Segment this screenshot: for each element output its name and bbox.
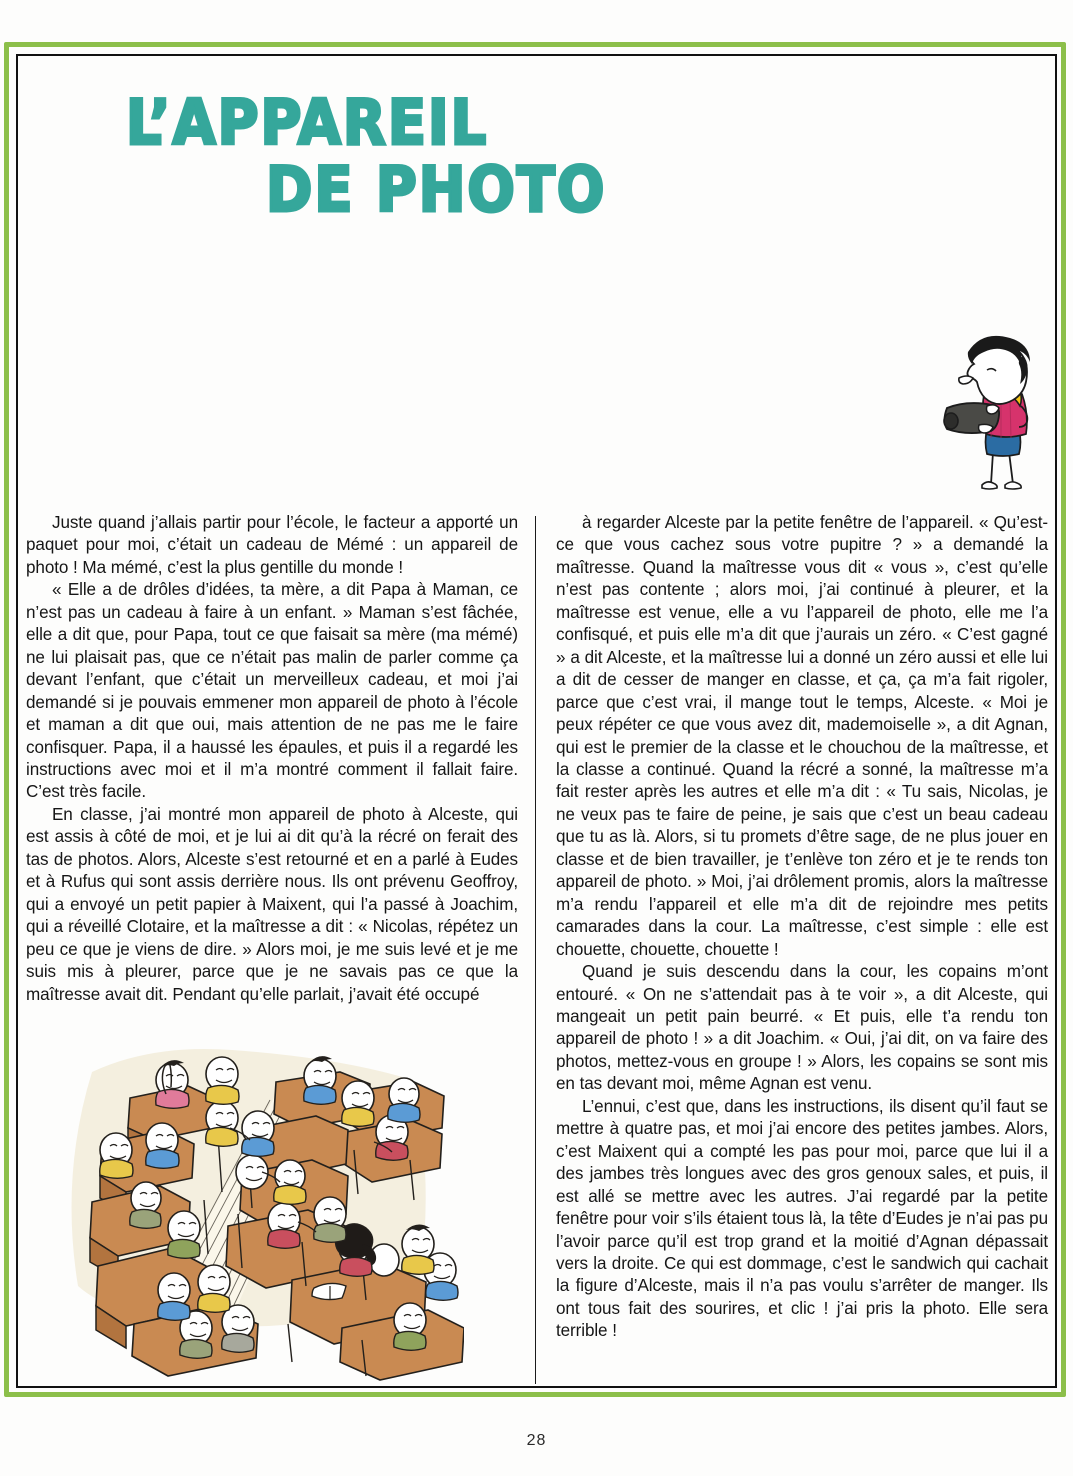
story-title-line-1: L’APPAREIL [126,86,489,159]
story-title [16,86,1057,226]
text-column-left [26,512,518,1032]
text-column-right [556,512,1048,1343]
classroom-illustration [62,1032,464,1384]
paragraph: « Elle a de drôles d’idées, ta mère, a dit Papa à Maman, ce n’est pas un cadeau à faire à un enfant. » Maman s’est fâchée, elle a dit que, pour Papa, tout ce que faisait sa mère (ma mémé) ne lui plaisait pas, que ce n’était pas malin de parler comme ça devant l’enfant, que c’était un merveilleux cadeau, et moi j’ai demandé si je pouvais emmener mon appareil de photo à l’école et maman a dit que oui, mais attention de ne pas me le faire confisquer. Papa, il a haussé les épaules, et puis il a regardé les instructions avec moi et il m’a montré comment il fallait faire. C’est très facile. [26,580,518,802]
paragraph: Quand je suis descendu dans la cour, les copains m’ont entouré. « On ne s’attendait pas à te voir », a dit Alceste, qui mangeait un petit pain beurré. « Et puis, elle t’a rendu ton appareil de photo ! » a dit Joachim. « Oui, j’ai dit, on va faire des photos, mettez-vous en groupe ! » Alors, les copains se sont mis en tas devant moi, même Agnan est venu. [556,962,1048,1094]
page-number: 28 [526,1432,547,1449]
story-title-line-2: DE PHOTO [266,152,607,226]
paragraph: L’ennui, c’est que, dans les instructions, ils disent qu’il faut se mettre à quatre pas, et moi j’ai encore des petites jambes. Alors, c’est Maixent qui a compté les pas pour moi, parce que lui il a des jambes très longues avec des gros genoux sales, et puis, il est allé se mettre avec les autres. J’ai regardé par la petite fenêtre pour voir s’ils étaient tous là, la tête d’Eudes je n’ai pas pu l’avoir parce qu’il est trop grand et la moitié d’Agnan dépassait vers la droite. Ce qui est dommage, c’est le sandwich qui cachait la figure d’Alceste, mais il n’a pas voulu s’arrêter de manger. Ils ont tous fait des sourires, et clic ! j’ai pris la photo. Elle sera terrible ! [556,1096,1048,1341]
column-divider [535,516,536,1384]
paragraph: à regarder Alceste par la petite fenêtre de l’appareil. « Qu’est-ce que vous cachez sous votre pupitre ? » a demandé la maîtresse. Quand la maîtresse vous dit « vous », c’est qu’elle n’est pas contente ; alors moi, j’ai continué à pleurer, et la maîtresse est venue, elle a vu l’appareil de photo, elle me l’a confisqué, et puis elle m’a dit que j’aurais un zéro. « C’est gagné » a dit Alceste, et la maîtresse lui a donné un zéro aussi et elle lui a dit de cesser de manger en classe, et ça, ça m’a fait rigoler, parce que c’est vrai, il mange tout le temps, Alceste. « Moi je peux répéter ce que vous avez dit, mademoiselle », a dit Agnan, qui est le premier de la classe et le chouchou de la maîtresse, et la classe a continué. Quand la récré a sonné, la maîtresse m’a fait rester après les autres et elle m’a dit : « Tu sais, Nicolas, je ne veux pas te faire de peine, je sais que c’est un beau cadeau que tu as là. Alors, si tu promets d’être sage, de ne plus jouer en classe et de bien travailler, je t’enlève ton zéro et je te rends ton appareil de photo. » Moi, j’ai drôlement promis, alors la maîtresse m’a rendu l’appareil et elle m’a dit de rejoindre mes petits camarades dans la cour. La maîtresse, c’est simple : elle est chouette, chouette, chouette ! [556,513,1048,959]
paragraph: En classe, j’ai montré mon appareil de photo à Alceste, qui est assis à côté de moi, et je lui ai dit qu’à la récré on ferait des tas de photos. Alors, Alceste s’est retourné et en a parlé à Eudes et à Rufus qui sont assis derrière nous. Ils ont prévenu Geoffroy, qui a envoyé un petit papier à Maixent, qui l’a passé à Joachim, qui a réveillé Clotaire, et la maîtresse a dit : « Nicolas, répétez un peu ce que je viens de dire. » Alors moi, je me suis levé et je me suis mis à pleurer, parce que je ne savais pas ce que la maîtresse avait dit. Pendant qu’elle parlait, j’avait été occupé [26,804,518,1004]
boy-with-camera-illustration [935,322,1055,502]
paragraph: Juste quand j’allais partir pour l’école, le facteur a apporté un paquet pour moi, c’était un cadeau de Mémé : un appareil de photo ! Ma mémé, c’est la plus gentille du monde ! [26,513,518,577]
